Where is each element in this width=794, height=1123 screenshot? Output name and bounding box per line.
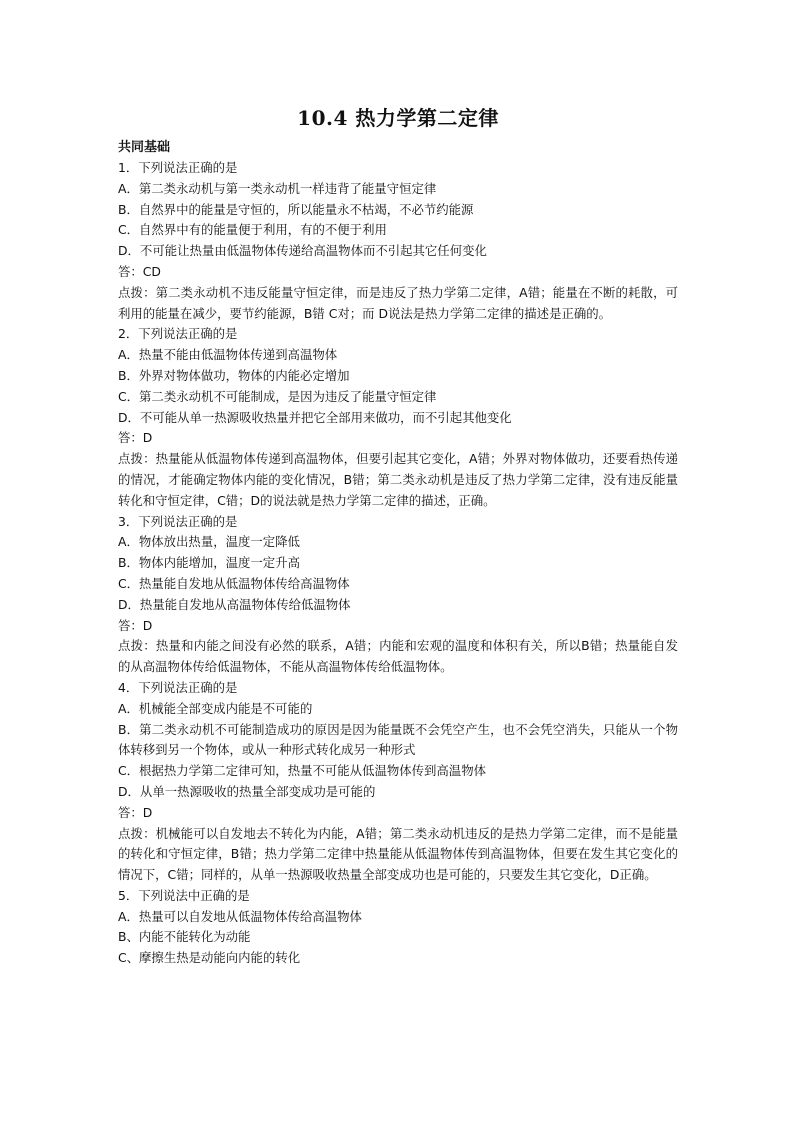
document-page xyxy=(118,104,678,969)
question-2 xyxy=(118,324,678,511)
question-stem: 1．下列说法正确的是 xyxy=(118,160,238,175)
explanation: 点拨：热量能从低温物体传递到高温物体，但要引起其它变化，A错；外界对物体做功，还要看热传递的情况，才能确定物体内能的变化情况，B错；第二类永动机是违反了热力学第二定律，没有违反能量转化和守恒定律，C错；D的说法就是热力学第二定律的描述，正确。 xyxy=(118,451,678,508)
answer: 答：D xyxy=(118,617,153,633)
question-1 xyxy=(118,158,678,324)
question-5 xyxy=(118,886,678,969)
question-stem: 2．下列说法正确的是 xyxy=(118,326,238,342)
option-a: A．热量不能由低温物体传递到高温物体 xyxy=(118,347,338,363)
option-a: A．机械能全部变成内能是不可能的 xyxy=(118,700,313,716)
option-d: D．不可能让热量由低温物体传递给高温物体而不引起其它任何变化 xyxy=(118,243,487,259)
option-b: B．物体内能增加，温度一定升高 xyxy=(118,555,300,571)
option-b: B．第二类永动机不可能制造成功的原因是因为能量既不会凭空产生，也不会凭空消失，只能从一个物体转移到另一个物体，或从一种形式转化成另一种形式 xyxy=(118,721,678,758)
explanation: 点拨：第二类永动机不违反能量守恒定律，而是违反了热力学第二定律，A错；能量在不断的耗散，可利用的能量在减少，要节约能源，B错 C对；而 D说法是热力学第二定律的描述是正确的。 xyxy=(118,284,678,321)
option-c: C、摩擦生热是动能向内能的转化 xyxy=(118,950,301,966)
option-c: C．自然界中有的能量便于利用，有的不便于利用 xyxy=(118,222,387,238)
option-d: D．从单一热源吸收的热量全部变成功是可能的 xyxy=(118,783,376,799)
option-c: C．热量能自发地从低温物体传给高温物体 xyxy=(118,575,350,591)
option-b: B．外界对物体做功，物体的内能必定增加 xyxy=(118,367,350,383)
answer: 答：CD xyxy=(118,263,161,279)
option-d: D．热量能自发地从高温物体传给低温物体 xyxy=(118,596,351,612)
question-4 xyxy=(118,678,678,886)
option-b: B．自然界中的能量是守恒的，所以能量永不枯竭，不必节约能源 xyxy=(118,201,474,217)
section-heading: 共同基础 xyxy=(118,140,171,155)
page-title: 10.4 热力学第二定律 xyxy=(297,106,499,130)
option-d: D．不可能从单一热源吸收热量并把它全部用来做功，而不引起其他变化 xyxy=(118,409,512,425)
option-a: A．热量可以自发地从低温物体传给高温物体 xyxy=(118,908,362,924)
option-a: A．第二类永动机与第一类永动机一样违背了能量守恒定律 xyxy=(118,180,437,196)
question-3 xyxy=(118,512,678,678)
option-c: C．第二类永动机不可能制成，是因为违反了能量守恒定律 xyxy=(118,388,437,404)
explanation: 点拨：机械能可以自发地去不转化为内能，A错；第二类永动机违反的是热力学第二定律，而不是能量的转化和守恒定律，B错；热力学第二定律中热量能从低温物体传到高温物体，但要在发生其它变化的情况下，C错；同样的，从单一热源吸收热量全部变成功也是可能的，只要发生其它变化，D正确。 xyxy=(118,825,678,883)
question-stem: 5．下列说法中正确的是 xyxy=(118,887,250,903)
question-stem: 4．下列说法正确的是 xyxy=(118,679,238,695)
answer: 答：D xyxy=(118,430,153,446)
option-b: B、内能不能转化为动能 xyxy=(118,929,251,945)
option-a: A．物体放出热量，温度一定降低 xyxy=(118,534,300,550)
question-stem: 3．下列说法正确的是 xyxy=(118,513,238,529)
answer: 答：D xyxy=(118,804,153,820)
explanation: 点拨：热量和内能之间没有必然的联系，A错；内能和宏观的温度和体积有关，所以B错；热量能自发的从高温物体传给低温物体，不能从高温物体传给低温物体。 xyxy=(118,638,678,675)
option-c: C．根据热力学第二定律可知，热量不可能从低温物体传到高温物体 xyxy=(118,763,486,779)
